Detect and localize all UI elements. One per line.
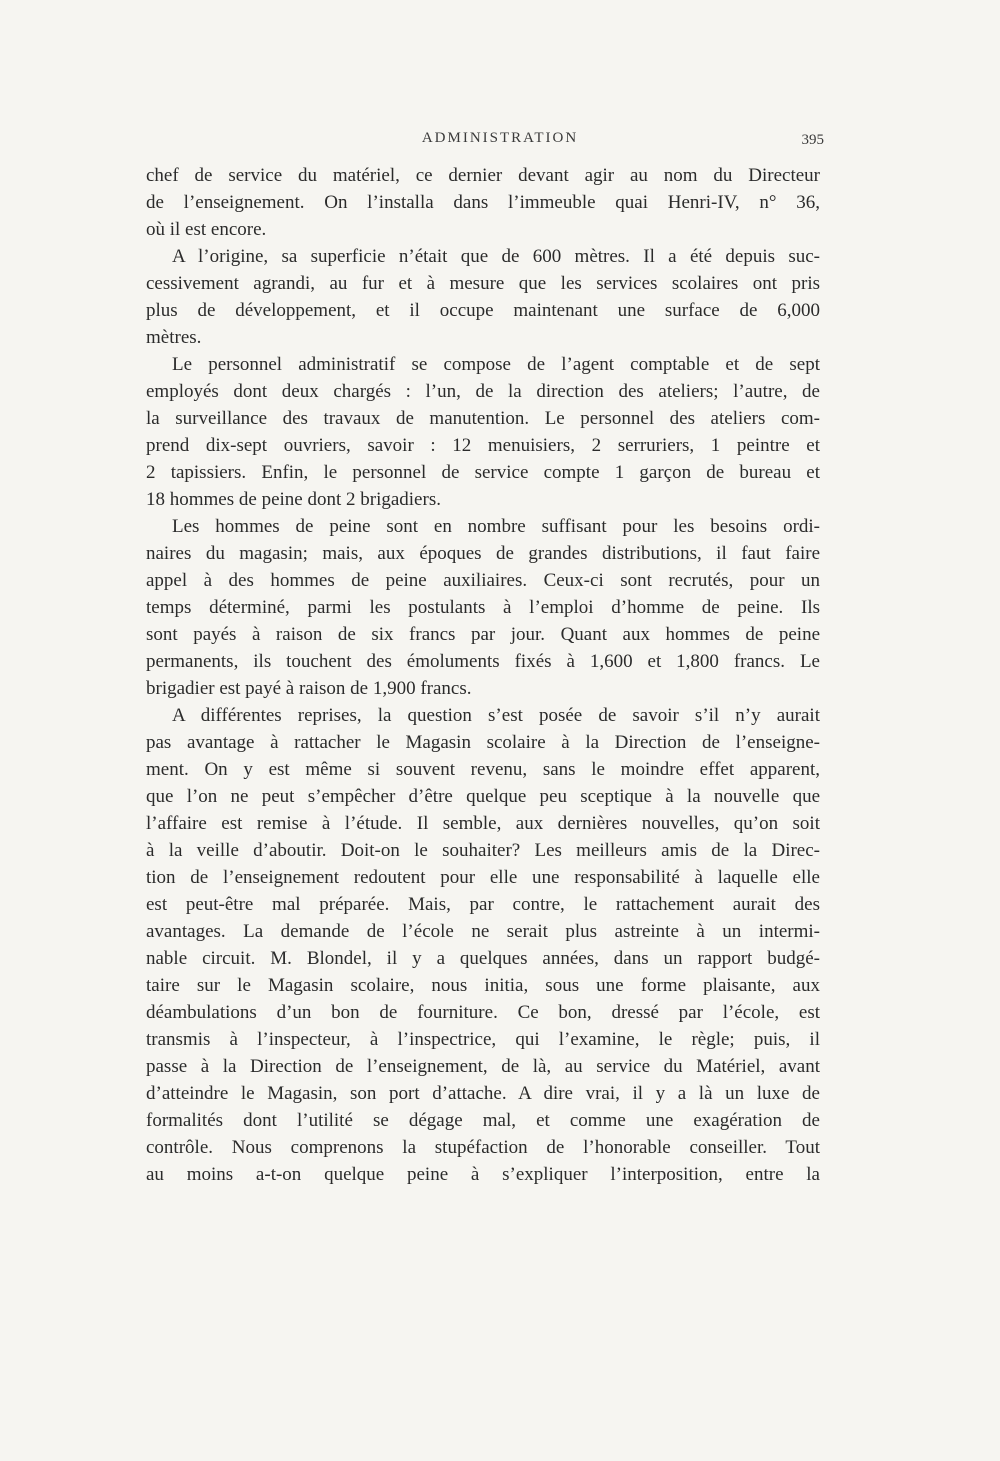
text-line: prend dix-sept ouvriers, savoir : 12 menuisiers, 2 serruriers, 1 peintre et — [146, 435, 820, 456]
text-line: déambulations d’un bon de fourniture. Ce bon, dressé par l’école, est — [146, 1002, 820, 1023]
text-line: Le personnel administratif se compose de l’agent comptable et de sept — [172, 354, 820, 375]
text-line: contrôle. Nous comprenons la stupéfaction de l’honorable conseiller. Tout — [146, 1137, 820, 1158]
text-line: ment. On y est même si souvent revenu, sans le moindre effet apparent, — [146, 759, 820, 780]
text-line: 2 tapissiers. Enfin, le personnel de service compte 1 garçon de bureau et — [146, 462, 820, 483]
text-line: temps déterminé, parmi les postulants à l’emploi d’homme de peine. Ils — [146, 597, 820, 618]
body-text — [146, 162, 820, 1188]
text-line: permanents, ils touchent des émoluments fixés à 1,600 et 1,800 francs. Le — [146, 651, 820, 672]
running-title: ADMINISTRATION — [421, 130, 579, 146]
text-line: transmis à l’inspecteur, à l’inspectrice, qui l’examine, le règle; puis, il — [146, 1029, 820, 1050]
text-line: Les hommes de peine sont en nombre suffisant pour les besoins ordi- — [172, 516, 820, 537]
text-line: appel à des hommes de peine auxiliaires. Ceux-ci sont recrutés, pour un — [146, 570, 820, 591]
text-line: taire sur le Magasin scolaire, nous initia, sous une forme plaisante, aux — [146, 975, 820, 996]
text-line: tion de l’enseignement redoutent pour elle une responsabilité à laquelle elle — [146, 867, 820, 888]
text-line: pas avantage à rattacher le Magasin scolaire à la Direction de l’enseigne- — [146, 732, 820, 753]
text-line: est peut-être mal préparée. Mais, par contre, le rattachement aurait des — [146, 894, 820, 915]
text-line: l’affaire est remise à l’étude. Il semble, aux dernières nouvelles, qu’on soit — [146, 813, 820, 834]
running-header — [0, 130, 1000, 152]
text-line: nable circuit. M. Blondel, il y a quelques années, dans un rapport budgé- — [146, 948, 820, 969]
text-line: sont payés à raison de six francs par jour. Quant aux hommes de peine — [146, 624, 820, 645]
text-line: à la veille d’aboutir. Doit-on le souhaiter? Les meilleurs amis de la Direc- — [146, 840, 820, 861]
text-line: au moins a-t-on quelque peine à s’expliquer l’interposition, entre la — [146, 1164, 820, 1185]
text-line: A différentes reprises, la question s’est posée de savoir s’il n’y aurait — [172, 705, 820, 726]
text-line: la surveillance des travaux de manutention. Le personnel des ateliers com- — [146, 408, 820, 429]
text-line: d’atteindre le Magasin, son port d’attache. A dire vrai, il y a là un luxe de — [146, 1083, 820, 1104]
text-line: brigadier est payé à raison de 1,900 francs. — [146, 678, 472, 699]
text-line: chef de service du matériel, ce dernier devant agir au nom du Directeur — [146, 165, 820, 186]
text-line: plus de développement, et il occupe maintenant une surface de 6,000 — [146, 300, 820, 321]
text-line: employés dont deux chargés : l’un, de la direction des ateliers; l’autre, de — [146, 381, 820, 402]
text-line: passe à la Direction de l’enseignement, de là, au service du Matériel, avant — [146, 1056, 820, 1077]
page-number: 395 — [801, 132, 824, 148]
text-line: que l’on ne peut s’empêcher d’être quelque peu sceptique à la nouvelle que — [146, 786, 820, 807]
text-line: naires du magasin; mais, aux époques de grandes distributions, il faut faire — [146, 543, 820, 564]
text-line: de l’enseignement. On l’installa dans l’immeuble quai Henri-IV, n° 36, — [146, 192, 820, 213]
text-line: mètres. — [146, 327, 202, 348]
text-line: cessivement agrandi, au fur et à mesure que les services scolaires ont pris — [146, 273, 820, 294]
text-line: formalités dont l’utilité se dégage mal, et comme une exagération de — [146, 1110, 820, 1131]
text-line: avantages. La demande de l’école ne serait plus astreinte à un intermi- — [146, 921, 820, 942]
text-line: 18 hommes de peine dont 2 brigadiers. — [146, 489, 441, 510]
text-line: où il est encore. — [146, 219, 267, 240]
text-line: A l’origine, sa superficie n’était que de 600 mètres. Il a été depuis suc- — [172, 246, 820, 267]
